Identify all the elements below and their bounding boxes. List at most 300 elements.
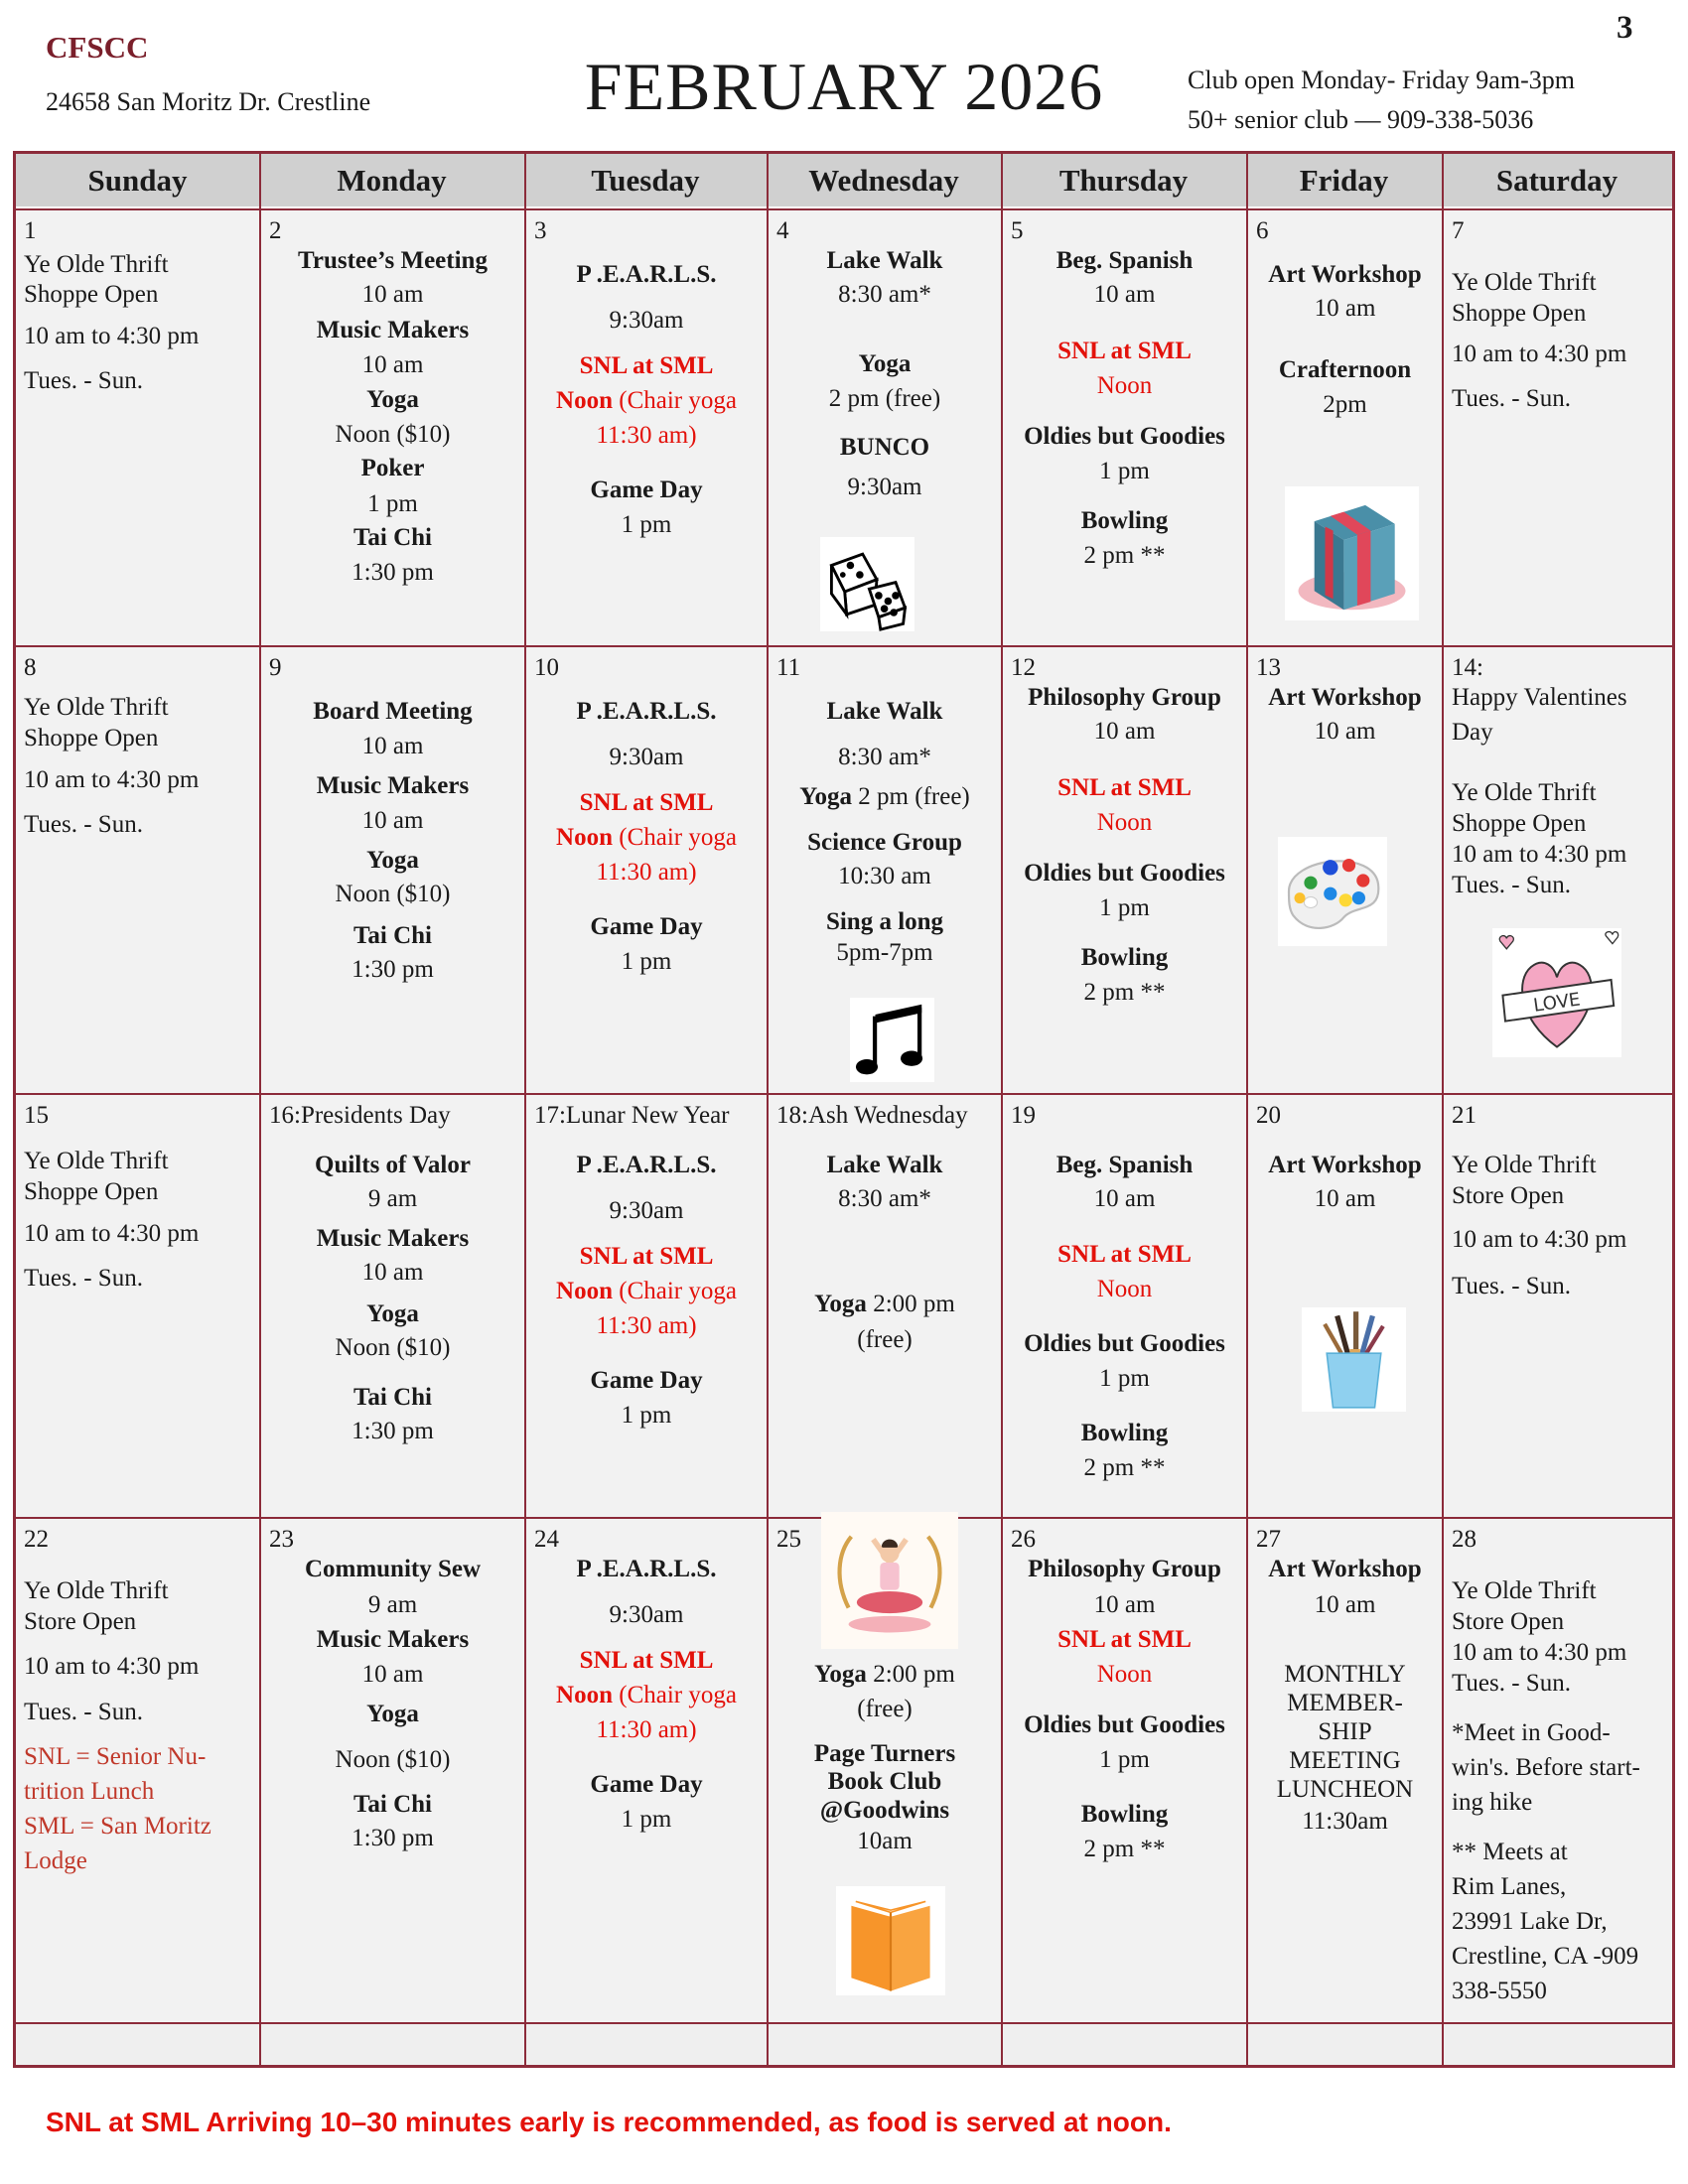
event-text: Lake Walk (826, 247, 943, 274)
day-header-monday: Monday (259, 154, 524, 206)
event-line (1009, 246, 1240, 276)
event-line (774, 743, 995, 772)
day-number: 9 (269, 654, 282, 681)
event-text: 9:30am (847, 474, 922, 500)
event-text: 10 am to 4:30 pm (24, 1220, 200, 1247)
event-text: Yoga (366, 1701, 419, 1727)
event-line (267, 1299, 518, 1329)
event-text: 11:30 am) (596, 1312, 697, 1339)
event-text: 10am (857, 1828, 913, 1854)
event-text: P .E.A.R.L.S. (576, 1556, 717, 1582)
day-number: 5 (1011, 217, 1024, 244)
event-text: Bowling (1080, 944, 1169, 971)
event-text: Game Day (590, 1771, 703, 1798)
event-line (532, 306, 761, 336)
event-line (1450, 1607, 1666, 1637)
event-line (1450, 1872, 1666, 1902)
day-number: 15 (24, 1102, 49, 1129)
event-line (1009, 1364, 1240, 1394)
day-number: 27 (1256, 1526, 1281, 1553)
event-line (22, 1576, 253, 1606)
event-line (22, 1742, 253, 1772)
event-line (22, 724, 253, 753)
event-line (267, 1224, 518, 1254)
event-line (774, 1325, 995, 1355)
event-text: Science Group (807, 829, 962, 856)
event-text: Sing a long (825, 908, 944, 935)
event-text: Lodge (24, 1847, 87, 1874)
event-text: Lake Walk (826, 698, 943, 725)
event-line (774, 1695, 995, 1724)
event-line (532, 1646, 761, 1676)
paint-palette-icon (1259, 837, 1406, 946)
day-number: 24 (534, 1526, 559, 1553)
event-line (267, 1700, 518, 1729)
club-info: 50+ senior club — 909-338-5036 (1188, 105, 1534, 134)
event-line (1009, 457, 1240, 486)
event-line (532, 1196, 761, 1226)
event-line (532, 421, 761, 451)
event-text: Noon (556, 824, 613, 851)
event-text: SNL at SML (579, 1243, 714, 1270)
event-line (267, 771, 518, 801)
day-cell-27 (1248, 1519, 1442, 2022)
grid-column-line (1001, 154, 1003, 2065)
day-cell-5 (1003, 210, 1246, 645)
event-text: 1:30 pm (352, 1418, 434, 1444)
event-line (1009, 1745, 1240, 1775)
event-text: MONTHLY (1284, 1661, 1406, 1688)
event-text: 10 am (361, 281, 424, 308)
org-name: CFSCC (46, 30, 149, 65)
event-text: 10 am (1314, 1591, 1376, 1618)
event-text: Board Meeting (313, 698, 473, 725)
event-text: Store Open (1452, 1182, 1565, 1209)
event-text: SNL at SML (579, 789, 714, 816)
event-text: Ye Olde Thrift (1452, 1152, 1597, 1178)
event-line (1450, 1638, 1666, 1668)
event-line (1009, 943, 1240, 973)
event-text: 10 am to 4:30 pm (24, 1653, 200, 1680)
event-line (1009, 1151, 1240, 1180)
event-line (267, 350, 518, 380)
event-line (1009, 1184, 1240, 1214)
event-line (267, 1660, 518, 1690)
event-line (1009, 1453, 1240, 1483)
gift-box-icon (1270, 486, 1434, 620)
event-line (1254, 1807, 1436, 1837)
event-line (267, 697, 518, 727)
month-title: FEBRUARY 2026 (584, 49, 1104, 124)
event-text: *Meet in Good- (1452, 1719, 1611, 1746)
event-line (774, 246, 995, 276)
event-line (22, 1698, 253, 1727)
day-number: 8 (24, 654, 37, 681)
event-line (1009, 1710, 1240, 1740)
event-line (1450, 683, 1666, 713)
event-line (1009, 808, 1240, 838)
event-line (774, 938, 995, 968)
event-text: Tues. - Sun. (24, 367, 143, 394)
day-number: 11 (776, 654, 801, 681)
event-line (1450, 1225, 1666, 1255)
event-text: Beg. Spanish (1055, 247, 1194, 274)
event-text: 10 am (1314, 718, 1376, 745)
event-text: 1:30 pm (352, 559, 434, 586)
event-text: Poker (360, 455, 425, 481)
event-line (532, 476, 761, 505)
event-text: Tues. - Sun. (1452, 872, 1571, 898)
event-text: 8:30 am* (838, 281, 931, 308)
event-text: 5pm-7pm (836, 939, 933, 966)
event-line (22, 1147, 253, 1176)
event-text: Art Workshop (1268, 1152, 1422, 1178)
event-text: Happy Valentines (1452, 684, 1627, 711)
day-number: 19 (1011, 1102, 1036, 1129)
event-line (1254, 1184, 1436, 1214)
event-line (774, 433, 995, 463)
event-line (532, 1681, 761, 1710)
day-cell-19 (1003, 1095, 1246, 1517)
event-text: 23991 Lake Dr, (1452, 1908, 1608, 1935)
event-text: 10 am (361, 807, 424, 834)
event-text: Beg. Spanish (1055, 1152, 1194, 1178)
day-cell-23 (261, 1519, 524, 2022)
event-line (1254, 1689, 1436, 1718)
event-line (1254, 355, 1436, 385)
event-text: ing hike (1452, 1789, 1533, 1816)
event-text: 2 pm (free) (828, 385, 941, 412)
event-text: 11:30 am) (596, 1716, 697, 1743)
event-text: 10 am to 4:30 pm (24, 766, 200, 793)
day-cell-10 (526, 647, 767, 1093)
event-text: Yoga (366, 847, 419, 874)
day-number: 10 (534, 654, 559, 681)
event-text: 10 am (1093, 1185, 1156, 1212)
empty-row-cell (769, 2024, 1001, 2065)
event-line (1009, 773, 1240, 803)
event-text: Art Workshop (1268, 261, 1422, 288)
grid-column-line (1246, 154, 1248, 2065)
event-line (774, 1660, 995, 1690)
empty-row-cell (16, 2024, 259, 2065)
event-text: 11:30 am) (596, 859, 697, 886)
event-line (1450, 299, 1666, 329)
event-text: 2 pm ** (1083, 542, 1166, 569)
event-text: 2 pm ** (1083, 979, 1166, 1006)
day-cell-17 (526, 1095, 767, 1517)
day-cell-18 (769, 1095, 1001, 1517)
event-text: 1 pm (621, 511, 672, 538)
page-number: 3 (1617, 10, 1633, 46)
event-line (267, 1745, 518, 1775)
event-line (1254, 1746, 1436, 1776)
event-text: Oldies but Goodies (1024, 860, 1225, 887)
event-line (267, 1184, 518, 1214)
event-line (267, 1383, 518, 1413)
event-line (1254, 1775, 1436, 1805)
event-text: 10 am (1093, 718, 1156, 745)
event-line (1450, 1669, 1666, 1699)
event-text: Music Makers (316, 1225, 470, 1252)
event-text: (free) (857, 1696, 913, 1722)
event-line (1009, 717, 1240, 747)
event-text: Ye Olde Thrift (1452, 779, 1597, 806)
event-text: Yoga (366, 386, 419, 413)
day-cell-1 (16, 210, 259, 645)
event-text: SNL at SML (579, 352, 714, 379)
event-text: Shoppe Open (24, 1178, 159, 1205)
event-text: 338-5550 (1452, 1978, 1547, 2004)
event-text: 10 am to 4:30 pm (1452, 841, 1627, 868)
event-line (532, 697, 761, 727)
event-line (1450, 1753, 1666, 1783)
event-text: 1 pm (1099, 458, 1150, 484)
event-text: 9 am (367, 1591, 418, 1618)
event-text: (Chair yoga (619, 1682, 737, 1708)
day-number: 22 (24, 1526, 49, 1553)
event-line (1009, 1835, 1240, 1864)
event-text: Ye Olde Thrift (24, 1577, 169, 1604)
event-line (1450, 1181, 1666, 1211)
event-text: Noon ($10) (335, 1334, 451, 1361)
event-text: Shoppe Open (1452, 300, 1587, 327)
event-line (267, 1151, 518, 1180)
event-line (532, 351, 761, 381)
event-text: SNL = Senior Nu- (24, 1743, 207, 1770)
event-line (1254, 294, 1436, 324)
event-line (267, 385, 518, 415)
event-text: 1 pm (621, 948, 672, 975)
event-text: 9 am (367, 1185, 418, 1212)
event-line (1450, 1576, 1666, 1606)
event-text: Music Makers (316, 1626, 470, 1653)
day-number: 4 (776, 217, 789, 244)
event-line (1450, 1788, 1666, 1818)
love-heart-icon (1453, 928, 1661, 1057)
event-text: 8:30 am* (838, 1185, 931, 1212)
svg-text:LOVE: LOVE (1532, 989, 1582, 1017)
event-line (22, 250, 253, 280)
grid-column-line (767, 154, 769, 2065)
event-text: trition Lunch (24, 1778, 155, 1805)
event-text: P .E.A.R.L.S. (576, 261, 717, 288)
event-line (267, 732, 518, 761)
event-line (1009, 280, 1240, 310)
event-line (774, 1739, 995, 1769)
day-number: 1 (24, 217, 37, 244)
day-number: 3 (534, 217, 547, 244)
empty-row-cell (1248, 2024, 1442, 2065)
event-text: Rim Lanes, (1452, 1873, 1567, 1900)
event-line (267, 420, 518, 450)
event-text: P .E.A.R.L.S. (576, 698, 717, 725)
event-text: 1 pm (367, 490, 418, 517)
event-text: P .E.A.R.L.S. (576, 1152, 717, 1178)
event-line (1009, 978, 1240, 1008)
event-line (22, 280, 253, 310)
event-line (267, 523, 518, 553)
event-text: 10 am (1093, 281, 1156, 308)
event-line (774, 828, 995, 858)
event-line (267, 1258, 518, 1288)
event-line (1254, 390, 1436, 420)
event-line (267, 846, 518, 876)
dice-icon (820, 537, 914, 631)
event-line (774, 384, 995, 414)
event-text: Noon (556, 387, 613, 414)
event-line (532, 1151, 761, 1180)
event-line (22, 1177, 253, 1207)
event-text: Game Day (590, 1367, 703, 1394)
event-line (1450, 340, 1666, 369)
event-text: SNL at SML (1057, 1241, 1192, 1268)
event-line (1009, 1590, 1240, 1620)
event-text: Bowling (1080, 507, 1169, 534)
event-text: Ye Olde Thrift (1452, 1577, 1597, 1604)
event-line (1009, 859, 1240, 888)
event-text: Shoppe Open (24, 281, 159, 308)
event-text: SNL at SML (579, 1647, 714, 1674)
event-line (774, 1290, 995, 1319)
event-text: 10 am (361, 1661, 424, 1688)
event-line (1009, 541, 1240, 571)
event-text: Ye Olde Thrift (1452, 269, 1597, 296)
event-line (1009, 371, 1240, 401)
event-line (1254, 1590, 1436, 1620)
event-line (1254, 1555, 1436, 1584)
event-line (532, 1277, 761, 1306)
event-text: Tues. - Sun. (1452, 1670, 1571, 1697)
event-text: Noon (1096, 809, 1153, 836)
day-cell-8 (16, 647, 259, 1093)
day-number: 14: (1452, 654, 1483, 681)
event-line (22, 1812, 253, 1842)
event-text: Bowling (1080, 1801, 1169, 1828)
day-cell-7 (1444, 210, 1672, 645)
event-text: Page Turners (813, 1740, 956, 1767)
event-line (1009, 422, 1240, 452)
event-line (774, 1796, 995, 1826)
event-line (22, 693, 253, 723)
event-text: Tues. - Sun. (1452, 385, 1571, 412)
event-text: Store Open (24, 1608, 137, 1635)
event-text: Crafternoon (1278, 356, 1412, 383)
day-header-friday: Friday (1246, 154, 1442, 206)
event-text: 10 am (361, 351, 424, 378)
event-line (532, 858, 761, 887)
day-number: 17:Lunar New Year (534, 1102, 730, 1129)
event-line (774, 1184, 995, 1214)
event-line (267, 1590, 518, 1620)
event-line (1450, 718, 1666, 748)
event-text: Art Workshop (1268, 1556, 1422, 1582)
event-line (774, 862, 995, 891)
event-text: 10 am (1314, 295, 1376, 322)
event-text: Noon ($10) (335, 881, 451, 907)
event-line (1450, 809, 1666, 839)
music-notes-icon (850, 998, 934, 1082)
event-line (267, 246, 518, 276)
event-text: 10 am to 4:30 pm (24, 323, 200, 349)
day-cell-15 (16, 1095, 259, 1517)
event-line (1450, 871, 1666, 900)
event-line (267, 806, 518, 836)
event-line (267, 558, 518, 588)
event-text: Noon (556, 1278, 613, 1304)
event-line (1450, 1838, 1666, 1867)
org-address: 24658 San Moritz Dr. Crestline (46, 87, 371, 116)
event-text: Oldies but Goodies (1024, 1330, 1225, 1357)
event-text: SNL at SML (1057, 338, 1192, 364)
day-number: 28 (1452, 1526, 1477, 1553)
event-text: 10 am to 4:30 pm (1452, 1639, 1627, 1666)
day-number: 18:Ash Wednesday (776, 1102, 968, 1129)
event-text: Music Makers (316, 317, 470, 343)
event-line (532, 1555, 761, 1584)
day-header-sunday: Sunday (16, 154, 259, 206)
event-line (267, 1555, 518, 1584)
day-cell-26 (1003, 1519, 1246, 2022)
event-text: @Goodwins (819, 1797, 950, 1824)
event-text: SML = San Moritz (24, 1813, 211, 1840)
event-text: LUNCHEON (1276, 1776, 1414, 1803)
event-line (267, 489, 518, 519)
event-line (532, 1366, 761, 1396)
event-line (22, 366, 253, 396)
event-text: Tai Chi (353, 524, 432, 551)
event-line (267, 955, 518, 985)
day-cell-12 (1003, 647, 1246, 1093)
event-text: 1 pm (1099, 894, 1150, 921)
event-line (532, 1401, 761, 1431)
day-header-thursday: Thursday (1001, 154, 1246, 206)
event-text: 10 am (1314, 1185, 1376, 1212)
event-line (1450, 1718, 1666, 1748)
event-text: Yoga (799, 783, 853, 810)
event-text: Tues. - Sun. (24, 811, 143, 838)
event-line (774, 782, 995, 812)
day-header-tuesday: Tuesday (524, 154, 767, 206)
event-line (1009, 893, 1240, 923)
event-line (22, 1777, 253, 1807)
event-text: Oldies but Goodies (1024, 1711, 1225, 1738)
event-line (22, 1607, 253, 1637)
event-text: Noon (1096, 372, 1153, 399)
event-line (22, 765, 253, 795)
grid-row-line (16, 2022, 1672, 2024)
event-text: Philosophy Group (1028, 684, 1221, 711)
event-line (532, 386, 761, 416)
event-text: 2:00 pm (873, 1291, 955, 1317)
event-text: Ye Olde Thrift (24, 251, 169, 278)
grid-column-line (1442, 154, 1444, 2065)
event-text: MEMBER- (1287, 1690, 1403, 1716)
event-text: 8:30 am* (838, 744, 931, 770)
event-line (22, 1846, 253, 1876)
event-text: 10 am to 4:30 pm (1452, 341, 1627, 367)
event-text: Yoga (814, 1661, 867, 1688)
event-text: Oldies but Goodies (1024, 423, 1225, 450)
event-text: Noon (556, 1682, 613, 1708)
grid-row-line (16, 208, 1672, 210)
event-line (1009, 1555, 1240, 1584)
club-hours: Club open Monday- Friday 9am-3pm (1188, 66, 1575, 94)
event-line (1009, 1660, 1240, 1690)
event-line (532, 1600, 761, 1630)
event-text: 1:30 pm (352, 956, 434, 983)
event-text: Crestline, CA -909 (1452, 1943, 1639, 1970)
